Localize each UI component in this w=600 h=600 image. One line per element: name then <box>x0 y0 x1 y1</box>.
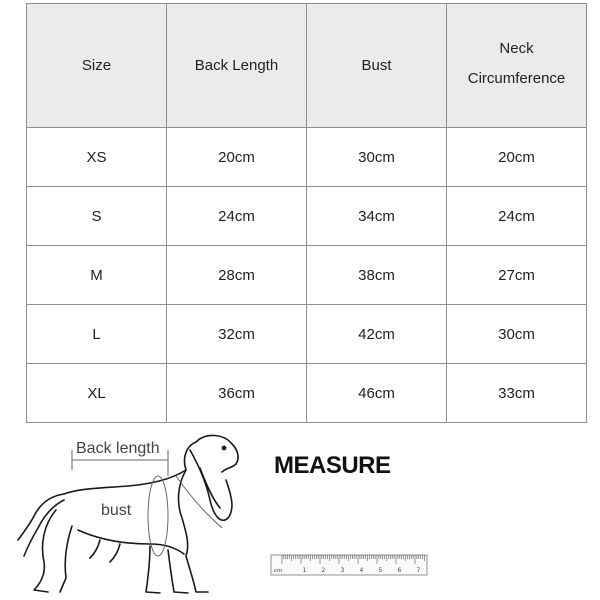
table-row <box>27 128 587 187</box>
header-neck-circumference <box>447 4 587 128</box>
ruler-number: 6 <box>397 567 402 574</box>
cell-back-length: 20cm <box>167 128 307 187</box>
cell-size: M <box>27 246 167 305</box>
cell-bust: 38cm <box>307 246 447 305</box>
table-header-row <box>27 4 587 128</box>
cell-back-length: 36cm <box>167 364 307 423</box>
size-chart-table <box>26 3 587 423</box>
measure-title: MEASURE <box>274 452 391 479</box>
cell-size: XS <box>27 128 167 187</box>
cell-neck: 24cm <box>447 187 587 246</box>
ruler-number: 5 <box>378 567 383 574</box>
cell-back-length: 28cm <box>167 246 307 305</box>
ruler-icon <box>270 552 428 578</box>
ruler-graphic <box>270 552 428 578</box>
cell-back-length: 32cm <box>167 305 307 364</box>
header-neck-line2: Circumference <box>467 69 566 87</box>
back-length-label: Back length <box>76 440 160 457</box>
cell-bust: 46cm <box>307 364 447 423</box>
cell-bust: 34cm <box>307 187 447 246</box>
ruler-number: 2 <box>321 567 326 574</box>
table-row <box>27 305 587 364</box>
table-row <box>27 246 587 305</box>
cell-size: XL <box>27 364 167 423</box>
ruler-unit-label: cm <box>274 568 283 574</box>
cell-neck: 30cm <box>447 305 587 364</box>
dog-measurement-illustration <box>0 428 270 600</box>
cell-neck: 27cm <box>447 246 587 305</box>
ruler-number: 7 <box>416 567 421 574</box>
cell-neck: 33cm <box>447 364 587 423</box>
cell-bust: 30cm <box>307 128 447 187</box>
ruler-number: 4 <box>359 567 364 574</box>
header-bust: Bust <box>307 4 447 128</box>
cell-size: L <box>27 305 167 364</box>
ruler-number: 3 <box>340 567 345 574</box>
header-size: Size <box>27 4 167 128</box>
header-back-length: Back Length <box>167 4 307 128</box>
table-row <box>27 364 587 423</box>
table-row <box>27 187 587 246</box>
cell-neck: 20cm <box>447 128 587 187</box>
ruler-number: 1 <box>302 567 307 574</box>
cell-size: S <box>27 187 167 246</box>
cell-back-length: 24cm <box>167 187 307 246</box>
header-neck-line1: Neck <box>499 39 534 57</box>
cell-bust: 42cm <box>307 305 447 364</box>
bust-label: bust <box>101 502 132 519</box>
